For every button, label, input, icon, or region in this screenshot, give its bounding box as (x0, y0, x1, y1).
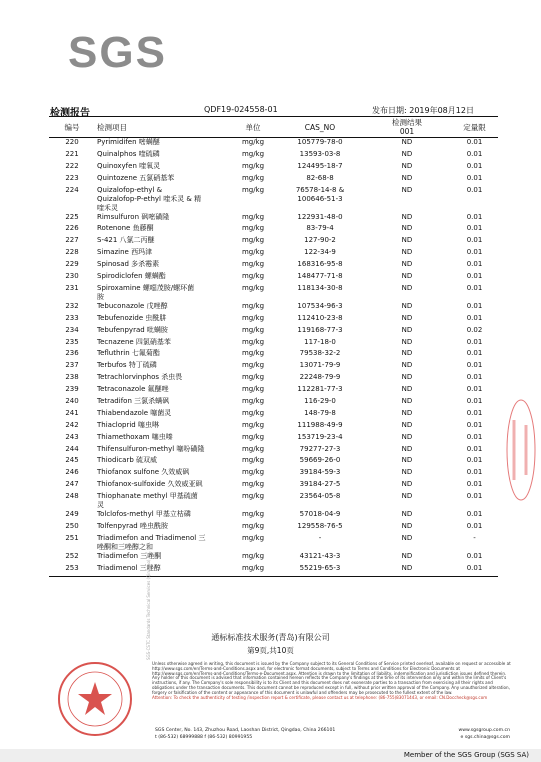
cell-loq: 0.01 (466, 313, 483, 322)
cell-loq: 0.01 (466, 301, 483, 310)
cell-no: 223 (65, 173, 79, 182)
cell-result: ND (401, 337, 413, 346)
table-row (49, 564, 498, 576)
cell-no: 222 (65, 161, 79, 170)
table-row (49, 236, 498, 248)
cell-item: Tolfenpyrad 唑虫酰胺 (97, 522, 168, 531)
table-row (49, 150, 498, 162)
table-row (49, 534, 498, 552)
cell-loq: 0.01 (466, 492, 483, 501)
table-row (49, 272, 498, 284)
table-row (49, 468, 498, 480)
cell-loq: 0.01 (466, 185, 483, 194)
table-header-row (49, 117, 498, 138)
cell-result: ND (401, 149, 413, 158)
cell-result: ND (401, 260, 413, 269)
cell-item: S-421 八氯二丙醚 (97, 236, 155, 245)
table-row (49, 397, 498, 409)
cell-no: 235 (65, 337, 79, 346)
cell-cas: 13071-79-9 (299, 361, 341, 370)
cell-result: ND (401, 301, 413, 310)
cell-loq: 0.01 (466, 510, 483, 519)
cell-unit: mg/kg (241, 385, 265, 394)
cell-no: 249 (65, 510, 79, 519)
cell-cas: 39184-59-3 (299, 468, 341, 477)
cell-loq: 0.01 (466, 248, 483, 257)
cell-loq: 0.01 (451, 564, 498, 576)
cell-item: Thiodicarb 硫双威 (97, 456, 158, 465)
table-row (49, 338, 498, 350)
cell-unit: mg/kg (241, 397, 265, 406)
table-row (49, 373, 498, 385)
cell-result: ND (401, 173, 413, 182)
cell-unit: mg/kg (241, 236, 265, 245)
cell-unit: mg/kg (241, 480, 265, 489)
cell-no: 247 (65, 480, 79, 489)
cell-cas: 111988-49-9 (297, 420, 343, 429)
table-row (49, 284, 498, 302)
cell-item: Triadimenol 三唑醇 (95, 564, 229, 576)
cell-unit: mg/kg (241, 224, 265, 233)
cell-loq: 0.01 (466, 373, 483, 382)
member-text: Member of the SGS Group (SGS SA) (403, 751, 529, 759)
cell-no: 253 (49, 564, 95, 576)
cell-unit: mg/kg (241, 492, 265, 501)
cell-unit: mg/kg (241, 260, 265, 269)
cell-cas: 55219-65-3 (277, 564, 363, 576)
footer-address: SGS Center, No. 143, Zhuzhou Road, Laoshan District, Qingdao, China 266101 t (86-532) 68999888 f (86-532) 80991955 (155, 728, 336, 740)
cell-result: ND (401, 212, 413, 221)
cell-cas: 43121-43-3 (299, 551, 341, 560)
cell-result: ND (401, 138, 413, 146)
report-title: 检测报告 (50, 108, 90, 119)
col-header-unit: 单位 (229, 117, 277, 138)
cell-unit: mg/kg (241, 522, 265, 531)
cell-no: 252 (65, 551, 79, 560)
cell-result: ND (401, 408, 413, 417)
cell-no: 224 (65, 185, 79, 194)
cell-item: Quinoxyfen 喹氧灵 (97, 161, 161, 170)
cell-cas: 57018-04-9 (299, 510, 341, 519)
cell-result: ND (401, 551, 413, 560)
table-row (49, 510, 498, 522)
cell-loq: - (473, 533, 476, 542)
cell-loq: 0.01 (466, 260, 483, 269)
cell-loq: 0.01 (466, 149, 483, 158)
cell-loq: 0.01 (466, 408, 483, 417)
table-row (49, 349, 498, 361)
table-row (49, 302, 498, 314)
cell-cas: 112410-23-8 (297, 313, 343, 322)
cell-unit: mg/kg (241, 283, 265, 292)
cell-unit: mg/kg (241, 373, 265, 382)
cell-result: ND (401, 522, 413, 531)
cell-loq: 0.01 (466, 272, 483, 281)
cell-cas: 118134-30-8 (297, 283, 343, 292)
cell-no: 221 (65, 149, 79, 158)
cell-result: ND (401, 533, 413, 542)
col-header-result: 检测结果 001 (363, 117, 451, 138)
cell-loq: 0.01 (466, 337, 483, 346)
cell-unit: mg/kg (241, 510, 265, 519)
cell-item: Pyrimidifen 嘧螨醚 (97, 138, 160, 146)
cell-no: 232 (65, 301, 79, 310)
cell-result: ND (363, 564, 451, 576)
table-row (49, 186, 498, 213)
results-table (49, 116, 498, 577)
footer-website[interactable]: www.sgsgroup.com.cn (458, 728, 510, 733)
cell-item: Triadimefon 三唑酮 (97, 551, 162, 560)
table-row (49, 522, 498, 534)
cell-item: Rimsulfuron 砜嘧磺隆 (97, 212, 170, 221)
cell-no: 226 (65, 224, 79, 233)
cell-item: Thiofanox-sulfoxide 久效威亚砜 (97, 480, 203, 489)
cell-no: 234 (65, 325, 79, 334)
cell-cas: 76578-14-8 & 100646-51-3 (295, 185, 345, 203)
cell-cas: 168316-95-8 (297, 260, 343, 269)
cell-loq: 0.01 (466, 236, 483, 245)
cell-result: ND (401, 420, 413, 429)
cell-result: ND (401, 456, 413, 465)
cell-no: 237 (65, 361, 79, 370)
side-stamp-icon (504, 395, 538, 505)
cell-unit: mg/kg (241, 444, 265, 453)
cell-no: 233 (65, 313, 79, 322)
table-row (49, 162, 498, 174)
cell-item: Thiacloprid 噻虫啉 (97, 420, 159, 429)
cell-result: ND (401, 373, 413, 382)
cell-loq: 0.01 (466, 173, 483, 182)
cell-no: 250 (65, 522, 79, 531)
cell-loq: 0.01 (466, 551, 483, 560)
table-row (49, 385, 498, 397)
cell-cas: - (318, 533, 322, 542)
table-row (49, 174, 498, 186)
cell-loq: 0.01 (466, 385, 483, 394)
cell-result: ND (401, 385, 413, 394)
cell-no: 243 (65, 432, 79, 441)
cell-cas: 148477-71-8 (297, 272, 343, 281)
cell-unit: mg/kg (241, 248, 265, 257)
cell-result: ND (401, 397, 413, 406)
cell-loq: 0.01 (466, 212, 483, 221)
cell-loq: 0.01 (466, 468, 483, 477)
cell-loq: 0.02 (466, 325, 483, 334)
cell-item: Terbufos 特丁硫磷 (97, 361, 157, 370)
cell-cas: 82-68-8 (306, 173, 334, 182)
cell-no: 225 (65, 212, 79, 221)
cell-no: 239 (65, 385, 79, 394)
footer-company: 通标标准技术服务(青岛)有限公司 (211, 633, 330, 642)
footer-page-number: 第9页,共10页 (247, 646, 294, 655)
table-row (49, 314, 498, 326)
cell-cas: 107534-96-3 (297, 301, 343, 310)
cell-item: Quintozene 五氯硝基苯 (97, 173, 175, 182)
cell-no: 238 (65, 373, 79, 382)
vertical-company-text: SGS-CSTC Standards Technical Services (Qingdao) Co., Ltd. (146, 541, 151, 660)
table-row (49, 492, 498, 510)
cell-cas: 112281-77-3 (297, 385, 343, 394)
cell-unit: mg/kg (241, 212, 265, 221)
cell-no: 245 (65, 456, 79, 465)
cell-unit: mg/kg (241, 337, 265, 346)
cell-result: ND (401, 510, 413, 519)
cell-no: 229 (65, 260, 79, 269)
cell-unit: mg/kg (241, 361, 265, 370)
cell-item: Thiofanox sulfone 久效威砜 (97, 468, 190, 477)
cell-item: Tolclofos-methyl 甲基立枯磷 (97, 510, 191, 519)
table-body (49, 138, 498, 577)
cell-unit: mg/kg (229, 564, 277, 576)
cell-unit: mg/kg (241, 420, 265, 429)
cell-cas: 122931-48-0 (297, 212, 343, 221)
cell-unit: mg/kg (241, 185, 265, 194)
cell-no: 246 (65, 468, 79, 477)
cell-item: Tebufenozide 虫酰肼 (97, 313, 167, 322)
attention-text: Attention: To check the authenticity of testing /inspection report & certificate, please contact us at telephone: (86-755)83071443, or email: CN.Doccheck@sgs.com (152, 694, 488, 700)
cell-result: ND (401, 480, 413, 489)
cell-result: ND (401, 248, 413, 257)
cell-item: Triadimefon and Triadimenol 三 唑酮和三唑醇之和 (97, 533, 206, 551)
cell-no: 242 (65, 420, 79, 429)
cell-unit: mg/kg (241, 149, 265, 158)
cell-result: ND (401, 468, 413, 477)
table-row (49, 552, 498, 564)
cell-loq: 0.01 (466, 161, 483, 170)
cell-unit: mg/kg (241, 551, 265, 560)
cell-no: 227 (65, 236, 79, 245)
cell-loq: 0.01 (466, 432, 483, 441)
cell-loq: 0.01 (466, 138, 483, 146)
cell-cas: 117-18-0 (304, 337, 336, 346)
cell-item: Thiamethoxam 噻虫嗪 (97, 432, 173, 441)
cell-cas: 124495-18-7 (297, 161, 343, 170)
table-row (49, 260, 498, 272)
report-number: QDF19-024558-01 (204, 105, 278, 114)
cell-loq: 0.01 (466, 480, 483, 489)
table-row (49, 361, 498, 373)
cell-unit: mg/kg (241, 533, 265, 542)
cell-item: Tetraconazole 氟醚唑 (97, 385, 169, 394)
cell-result: ND (401, 161, 413, 170)
table-row (49, 421, 498, 433)
cell-item: Thiophanate methyl 甲基硫菌 灵 (97, 492, 198, 510)
member-bar (0, 749, 541, 762)
cell-item: Thiabendazole 噻菌灵 (97, 408, 172, 417)
cell-unit: mg/kg (241, 173, 265, 182)
cell-no: 220 (65, 138, 79, 146)
cell-no: 248 (65, 492, 79, 501)
cell-no: 240 (65, 397, 79, 406)
cell-no: 244 (65, 444, 79, 453)
cell-cas: 148-79-8 (304, 408, 336, 417)
cell-cas: 39184-27-5 (299, 480, 341, 489)
cell-loq: 0.01 (466, 456, 483, 465)
table-row (49, 138, 498, 150)
cell-result: ND (401, 185, 413, 194)
cell-loq: 0.01 (466, 349, 483, 358)
cell-result: ND (401, 272, 413, 281)
cell-item: Spiroxamine 螺噁茂胺/螺环菌 胺 (97, 283, 195, 301)
cell-unit: mg/kg (241, 456, 265, 465)
cell-cas: 79277-27-3 (299, 444, 341, 453)
cell-loq: 0.01 (466, 361, 483, 370)
cell-loq: 0.01 (466, 224, 483, 233)
table-row (49, 326, 498, 338)
table-row (49, 224, 498, 236)
cell-result: ND (401, 432, 413, 441)
table-row (49, 409, 498, 421)
issue-date: 发布日期: 2019年08月12日 (372, 106, 474, 115)
cell-item: Thifensulfuron-methyl 噻吩磺隆 (97, 444, 205, 453)
cell-item: Spinosad 多杀霉素 (97, 260, 160, 269)
cell-unit: mg/kg (241, 138, 265, 146)
cell-unit: mg/kg (241, 468, 265, 477)
table-row (49, 248, 498, 260)
cell-unit: mg/kg (241, 408, 265, 417)
cell-no: 251 (65, 533, 79, 542)
cell-cas: 59669-26-0 (299, 456, 341, 465)
footer-contact (440, 728, 510, 741)
cell-no: 241 (65, 408, 79, 417)
cell-cas: 79538-32-2 (299, 349, 341, 358)
cell-unit: mg/kg (241, 161, 265, 170)
table-row (49, 445, 498, 457)
cell-unit: mg/kg (241, 301, 265, 310)
cell-loq: 0.01 (466, 522, 483, 531)
table-row (49, 456, 498, 468)
cell-loq: 0.01 (466, 420, 483, 429)
table-row (49, 213, 498, 225)
cell-cas: 13593-03-8 (299, 149, 341, 158)
cell-cas: 129558-76-5 (297, 522, 343, 531)
col-header-item: 检测项目 (95, 117, 229, 138)
cell-result: ND (401, 361, 413, 370)
cell-no: 236 (65, 349, 79, 358)
cell-unit: mg/kg (241, 349, 265, 358)
cell-item: Tebufenpyrad 吡螨胺 (97, 325, 168, 334)
cell-cas: 127-90-2 (304, 236, 336, 245)
cell-no: 230 (65, 272, 79, 281)
cell-result: ND (401, 444, 413, 453)
cell-item: Tecnazene 四氯硝基苯 (97, 337, 171, 346)
cell-item: Rotenone 鱼藤酮 (97, 224, 154, 233)
cell-no: 231 (65, 283, 79, 292)
cell-result: ND (401, 349, 413, 358)
cell-cas: 83-79-4 (306, 224, 334, 233)
cell-item: Tebuconazole 戊唑醇 (97, 301, 168, 310)
cell-item: Tefluthrin 七氟菊酯 (97, 349, 160, 358)
cell-item: Quinalphos 喹硫磷 (97, 149, 160, 158)
cell-item: Spirodiclofen 螺螨酯 (97, 272, 166, 281)
sgs-logo: SGS (68, 28, 167, 77)
cell-cas: 105779-78-0 (297, 138, 343, 146)
col-header-loq: 定量限 (451, 117, 498, 138)
cell-unit: mg/kg (241, 432, 265, 441)
cell-item: Quizalofop-ethyl & Quizalofop-P-ethyl 喹禾灵 & 精 喹禾灵 (97, 185, 202, 212)
cell-result: ND (401, 325, 413, 334)
cell-unit: mg/kg (241, 272, 265, 281)
cell-loq: 0.01 (466, 283, 483, 292)
cell-cas: 122-34-9 (304, 248, 336, 257)
cell-loq: 0.01 (466, 444, 483, 453)
cell-result: ND (401, 313, 413, 322)
cell-unit: mg/kg (241, 325, 265, 334)
footer-email[interactable]: e sgs.china@sgs.com (460, 734, 510, 740)
cell-cas: 23564-05-8 (299, 492, 341, 501)
cell-cas: 22248-79-9 (299, 373, 341, 382)
cell-cas: 116-29-0 (304, 397, 336, 406)
cell-unit: mg/kg (241, 313, 265, 322)
cell-no: 228 (65, 248, 79, 257)
cell-cas: 153719-23-4 (297, 432, 343, 441)
cell-result: ND (401, 236, 413, 245)
col-header-cas: CAS_NO (277, 117, 363, 138)
table-row (49, 433, 498, 445)
cell-result: ND (401, 492, 413, 501)
cell-loq: 0.01 (466, 397, 483, 406)
cell-result: ND (401, 283, 413, 292)
cell-item: Tetradifon 三氯杀螨砜 (97, 397, 170, 406)
col-header-no: 编号 (49, 117, 95, 138)
cell-item: Simazine 西玛津 (97, 248, 153, 257)
disclaimer-text: Unless otherwise agreed in writing, this document is issued by the Company subject to its General Conditions of Service printed overleaf, available on request or accessible at http://www.sgs.com/en/Terms-and-Conditions.aspx and, for electronic format documents, subject to Terms and Conditions for Electronic Documents at http://www.sgs.com/en/Terms-and-Conditions/Terms-e-Document.aspx. Attention is drawn to the limitation of liability, indemnification and jurisdiction issues defined therein. Any holder of this document is advised that information contained hereon reflects the Company's findings at the time of its intervention only and within the limits of Client's instructions, if any. The Company's sole responsibility is to its Client and this document does not exonerate parties to a transaction from exercising all their rights and obligations under the transaction documents. This document cannot be reproduced except in full, without prior written approval of the Company. Any unauthorized alteration, forgery or falsification of the content or appearance of this document is unlawful and offenders may be prosecuted to the fullest extent of the law. Attention: To check the authenticity of testing /inspection report & certificate, please contact us at telephone: (86-755)83071443, or email: CN.Doccheck@sgs.com (152, 661, 511, 700)
seal-stamp-icon (56, 660, 134, 738)
table-row (49, 480, 498, 492)
cell-item: Tetrachlorvinphos 杀虫畏 (97, 373, 183, 382)
cell-result: ND (401, 224, 413, 233)
cell-cas: 119168-77-3 (297, 325, 343, 334)
